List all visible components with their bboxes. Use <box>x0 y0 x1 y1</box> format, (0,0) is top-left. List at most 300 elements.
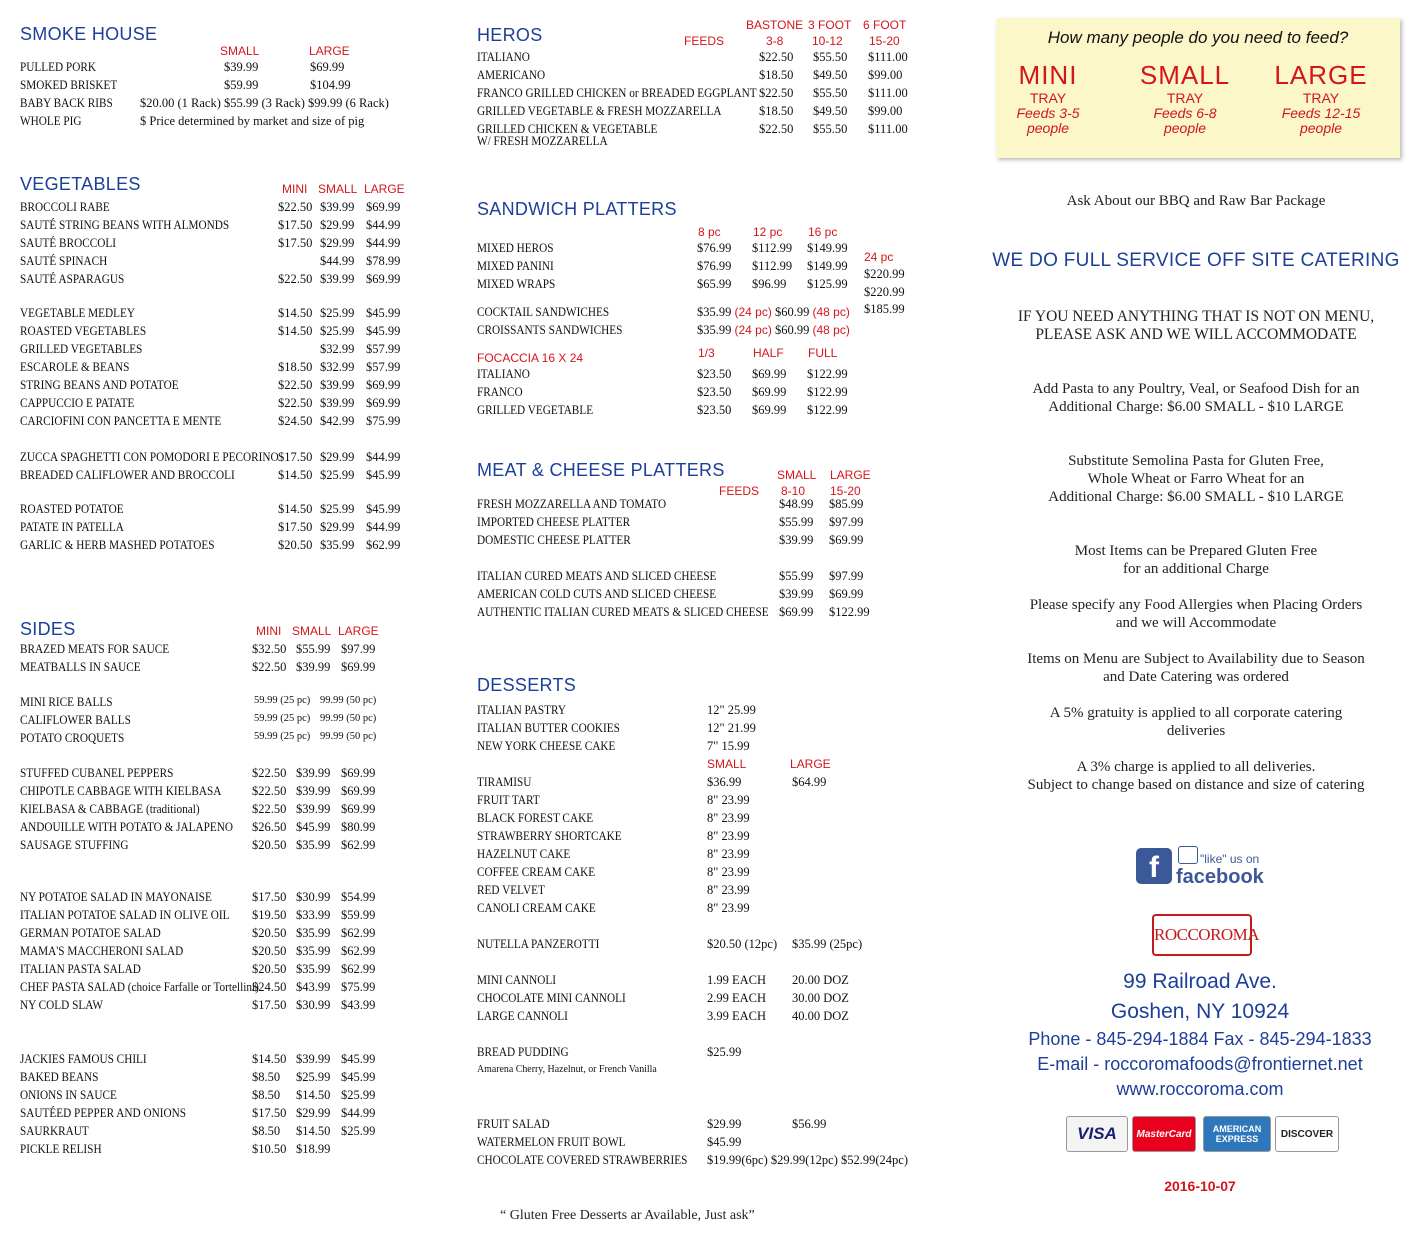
price: $22.50 <box>278 378 313 392</box>
item-name: HAZELNUT CAKE <box>477 847 571 861</box>
menu-item-row <box>20 890 450 908</box>
sandwich-header-8pc: 8 pc <box>698 225 721 239</box>
price: $30.99 <box>296 998 331 1012</box>
menu-item-row <box>20 254 450 272</box>
item-name: ITALIAN BUTTER COOKIES <box>477 721 620 735</box>
price: 3.99 EACH <box>707 1009 767 1023</box>
price: $17.50 <box>278 236 313 250</box>
meat-cheese-header-small: SMALL <box>777 468 817 482</box>
menu-item-row <box>20 695 450 713</box>
item-name: ZUCCA SPAGHETTI CON POMODORI E PECORINO <box>20 450 279 464</box>
price: $23.50 <box>697 403 732 417</box>
price: $69.99 <box>341 784 376 798</box>
menu-item-row <box>477 86 937 104</box>
price: $76.99 <box>697 241 732 255</box>
tray-people: people <box>1026 120 1070 136</box>
price: $18.99 <box>296 1142 331 1156</box>
item-name: ITALIANO <box>477 50 530 64</box>
price: $22.50 <box>759 50 794 64</box>
price: $69.99 <box>366 378 401 392</box>
item-name: WHOLE PIG <box>20 114 82 128</box>
tray-feeds: Feeds 6-8 <box>1153 105 1217 121</box>
menu-item-row <box>20 713 450 731</box>
menu-date: 2016-10-07 <box>1164 1178 1236 1194</box>
facebook-link[interactable]: facebook <box>1176 866 1264 888</box>
note-line: and we will Accommodate <box>1115 615 1277 631</box>
menu-item-row <box>20 1106 450 1124</box>
price: $35.99 <box>697 323 732 337</box>
price: 8" 23.99 <box>707 811 750 825</box>
item-name: BREADED CALIFLOWER AND BROCCOLI <box>20 468 235 482</box>
item-name: GRILLED VEGETABLES <box>20 342 143 356</box>
menu-item-row <box>477 721 937 739</box>
price: $99.00 <box>868 104 903 118</box>
vegetables-header-small: SMALL <box>318 182 358 196</box>
price: 59.99 (25 pc) <box>254 695 311 706</box>
price: $69.99 <box>366 200 401 214</box>
price: $55.99 <box>779 515 814 529</box>
note-line: Additional Charge: $6.00 SMALL - $10 LARGE <box>1048 489 1344 505</box>
price: $69.99 <box>366 272 401 286</box>
website-link[interactable]: www.roccoroma.com <box>1116 1079 1284 1099</box>
meat-cheese-header-large: LARGE <box>830 468 871 482</box>
price: $45.99 <box>296 820 331 834</box>
price: $122.99 <box>807 385 848 399</box>
menu-item-row <box>20 926 450 944</box>
price: $25.99 <box>320 502 355 516</box>
price: $17.50 <box>252 1106 287 1120</box>
price: 99.99 (50 pc) <box>320 695 377 706</box>
price: $14.50 <box>252 1052 287 1066</box>
item-name: STRING BEANS AND POTATOE <box>20 378 179 392</box>
price: $49.50 <box>813 104 848 118</box>
menu-item-row <box>20 838 450 856</box>
desserts-size-header <box>477 757 937 775</box>
price: $18.50 <box>759 104 794 118</box>
price: $57.99 <box>366 360 401 374</box>
price: $20.00 (1 Rack) $55.99 (3 Rack) $99.99 (6 Rack) <box>140 96 389 110</box>
menu-item-row <box>477 1135 937 1153</box>
menu-item-row <box>20 1052 450 1070</box>
tray-small <box>1130 60 1240 136</box>
menu-item-row <box>20 236 450 254</box>
sides-title: SIDES <box>20 619 76 639</box>
heros-header-bastone-feeds: 3-8 <box>766 34 784 48</box>
price: $104.99 <box>310 78 351 92</box>
price: $112.99 <box>752 241 793 255</box>
item-name: FRUIT TART <box>477 793 540 807</box>
price: $76.99 <box>697 259 732 273</box>
logo-text: ROCCOROMA <box>1154 925 1260 944</box>
price: $75.99 <box>366 414 401 428</box>
price: $20.50 <box>252 962 287 976</box>
vegetables-list <box>20 200 450 556</box>
price: $22.50 <box>252 784 287 798</box>
price: $62.99 <box>341 944 376 958</box>
price: $44.99 <box>366 450 401 464</box>
price: $62.99 <box>341 838 376 852</box>
price: $39.99 <box>296 1052 331 1066</box>
sides-header-mini: MINI <box>256 624 282 638</box>
item-name: TIRAMISU <box>477 775 532 789</box>
price: 20.00 DOZ <box>792 973 849 987</box>
item-name: VEGETABLE MEDLEY <box>20 306 136 320</box>
price: $10.50 <box>252 1142 287 1156</box>
price: $69.99 <box>829 533 864 547</box>
menu-item-row <box>477 605 937 623</box>
bbq-note: Ask About our BBQ and Raw Bar Package <box>1066 193 1326 209</box>
price: $44.99 <box>341 1106 376 1120</box>
menu-item-row <box>20 998 450 1016</box>
heros-feeds-label: FEEDS <box>684 34 725 48</box>
item-name: WATERMELON FRUIT BOWL <box>477 1135 626 1149</box>
item-name: ANDOUILLE WITH POTATO & JALAPENO <box>20 820 234 834</box>
item-name: SAUTÉ BROCCOLI <box>20 236 116 250</box>
price: $122.99 <box>807 403 848 417</box>
price: $45.99 <box>707 1135 742 1149</box>
item-name: POTATO CROQUETS <box>20 731 125 745</box>
item-name: AMERICANO <box>477 68 546 82</box>
meat-cheese-header-large-feeds: 15-20 <box>830 484 861 498</box>
price: $35.99 <box>296 962 331 976</box>
menu-item-row <box>20 766 450 784</box>
price: $23.50 <box>697 385 732 399</box>
item-name: CHOCOLATE COVERED STRAWBERRIES <box>477 1153 688 1167</box>
price: 8" 23.99 <box>707 901 750 915</box>
price: $43.99 <box>296 980 331 994</box>
availability-note <box>980 650 1412 686</box>
focaccia-list <box>477 367 937 421</box>
price: $33.99 <box>296 908 331 922</box>
price: $32.99 <box>320 342 355 356</box>
price: 12" 21.99 <box>707 721 756 735</box>
item-name: ITALIANO <box>477 367 530 381</box>
gluten-note <box>980 542 1412 578</box>
price: $24.50 <box>252 980 287 994</box>
menu-item-row <box>477 847 937 865</box>
price: $39.99 <box>320 272 355 286</box>
menu-item-row <box>477 775 937 793</box>
discover-card-icon: DISCOVER <box>1275 1116 1339 1152</box>
menu-item-row <box>20 468 450 486</box>
menu-item-row <box>477 739 937 757</box>
price-24pc: $220.99 <box>864 285 905 299</box>
item-name: SMOKED BRISKET <box>20 78 118 92</box>
price: $112.99 <box>752 259 793 273</box>
menu-item-row <box>20 272 450 290</box>
item-name: DOMESTIC CHEESE PLATTER <box>477 533 631 547</box>
smoke-house-header-small: SMALL <box>220 44 260 58</box>
price: $45.99 <box>341 1070 376 1084</box>
item-name: MEATBALLS IN SAUCE <box>20 660 141 674</box>
price: $55.50 <box>813 122 848 136</box>
item-name: ROASTED VEGETABLES <box>20 324 147 338</box>
price: $55.50 <box>813 50 848 64</box>
amex-card-icon: AMERICAN EXPRESS <box>1203 1116 1271 1152</box>
price: $97.99 <box>829 569 864 583</box>
price: $69.99 <box>310 60 345 74</box>
price: $122.99 <box>807 367 848 381</box>
menu-item-row <box>20 1070 450 1088</box>
menu-item-row <box>20 1142 450 1160</box>
sandwich-header-24pc: 24 pc <box>864 250 894 264</box>
menu-item-row <box>477 50 937 68</box>
menu-item-row <box>477 1117 937 1135</box>
price: $39.99 <box>296 802 331 816</box>
price: $18.50 <box>278 360 313 374</box>
note-line: Substitute Semolina Pasta for Gluten Free, <box>1068 453 1324 469</box>
item-name: GARLIC & HERB MASHED POTATOES <box>20 538 215 552</box>
menu-item-row <box>20 538 450 556</box>
menu-item-row <box>20 520 450 538</box>
item-name: W/ FRESH MOZZARELLA <box>477 134 608 148</box>
menu-item-row <box>477 241 937 259</box>
menu-item-row <box>477 1045 937 1063</box>
menu-item-row <box>20 78 450 96</box>
note-line: for an additional Charge <box>1123 561 1269 577</box>
price: $69.99 <box>752 367 787 381</box>
menu-item-row <box>477 865 937 883</box>
price: $35.99 <box>320 538 355 552</box>
price: 8" 23.99 <box>707 883 750 897</box>
menu-item-row <box>20 660 450 678</box>
price: $45.99 <box>366 324 401 338</box>
price: $111.00 <box>868 86 908 100</box>
focaccia-header-half: HALF <box>753 346 784 360</box>
price: $22.50 <box>759 122 794 136</box>
meat-cheese-title: MEAT & CHEESE PLATTERS <box>477 460 725 480</box>
item-name: SAUTÉ SPINACH <box>20 254 108 268</box>
menu-item-row <box>20 944 450 962</box>
price: $22.50 <box>759 86 794 100</box>
menu-item-row-continued <box>477 134 937 148</box>
price: $35.99 <box>697 305 732 319</box>
address-line-2: Goshen, NY 10924 <box>1110 1000 1290 1023</box>
price: $69.99 <box>752 385 787 399</box>
heros-header-3foot-feeds: 10-12 <box>812 34 843 48</box>
item-name: SAUTÉED PEPPER AND ONIONS <box>20 1106 186 1120</box>
price: $39.99 <box>296 766 331 780</box>
price: $23.50 <box>697 367 732 381</box>
price: $25.99 <box>341 1088 376 1102</box>
price: $29.99 <box>320 520 355 534</box>
menu-item-row <box>477 587 937 605</box>
price: $69.99 <box>341 802 376 816</box>
menu-item-row <box>20 784 450 802</box>
item-name: BROCCOLI RABE <box>20 200 110 214</box>
price: 99.99 (50 pc) <box>320 731 377 742</box>
price: $39.99 <box>296 784 331 798</box>
item-name: PULLED PORK <box>20 60 96 74</box>
price: $32.99 <box>320 360 355 374</box>
item-name: CHIPOTLE CABBAGE WITH KIELBASA <box>20 784 222 798</box>
item-name: CHOCOLATE MINI CANNOLI <box>477 991 626 1005</box>
menu-item-row <box>20 378 450 396</box>
piece-count: (24 pc) <box>734 305 772 319</box>
facebook-icon[interactable]: f <box>1136 848 1172 884</box>
piece-count: (24 pc) <box>734 323 772 337</box>
item-name: SAUSAGE STUFFING <box>20 838 129 852</box>
price: $55.99 <box>779 569 814 583</box>
tray-people: people <box>1163 120 1207 136</box>
piece-count: (48 pc) <box>812 305 850 319</box>
note-line: A 3% charge is applied to all deliveries. <box>1076 759 1316 775</box>
price: $149.99 <box>807 241 848 255</box>
mastercard-icon: MasterCard <box>1132 1116 1196 1152</box>
heros-header-6foot: 6 FOOT <box>863 18 907 32</box>
item-name: MINI CANNOLI <box>477 973 557 987</box>
note-line: Whole Wheat or Farro Wheat for an <box>1087 471 1305 487</box>
item-name: GRILLED VEGETABLE <box>477 403 594 417</box>
price: $111.00 <box>868 122 908 136</box>
price: $39.99 <box>779 533 814 547</box>
price: $55.99 <box>296 642 331 656</box>
menu-item-row <box>20 642 450 660</box>
focaccia-title: FOCACCIA 16 X 24 <box>477 351 584 365</box>
price: $44.99 <box>366 520 401 534</box>
menu-item-row <box>20 962 450 980</box>
price: 7" 15.99 <box>707 739 750 753</box>
item-name: ONIONS IN SAUCE <box>20 1088 117 1102</box>
note-line: Subject to change based on distance and size of catering <box>1027 777 1365 793</box>
item-name: STUFFED CUBANEL PEPPERS <box>20 766 174 780</box>
menu-item-row <box>477 497 937 515</box>
price: $19.99(6pc) $29.99(12pc) $52.99(24pc) <box>707 1153 908 1167</box>
menu-item-row <box>477 104 937 122</box>
flavor-list: Amarena Cherry, Hazelnut, or French Vanilla <box>477 1063 657 1075</box>
sandwich-header-12pc: 12 pc <box>753 225 783 239</box>
price: $20.50 <box>278 538 313 552</box>
item-name: PICKLE RELISH <box>20 1142 102 1156</box>
price: $62.99 <box>366 538 401 552</box>
menu-item-row <box>477 1153 937 1171</box>
price: $29.99 <box>320 218 355 232</box>
menu-item-row <box>20 1124 450 1142</box>
menu-item-row <box>477 793 937 811</box>
price: $62.99 <box>341 962 376 976</box>
facebook-like-text: "like" us on <box>1200 852 1260 866</box>
item-name: RED VELVET <box>477 883 545 897</box>
price: $60.99 <box>774 305 810 319</box>
price: 1.99 EACH <box>707 973 767 987</box>
item-name: CARCIOFINI CON PANCETTA E MENTE <box>20 414 222 428</box>
price: $59.99 <box>341 908 376 922</box>
price: $44.99 <box>320 254 355 268</box>
item-name: IMPORTED CHEESE PLATTER <box>477 515 631 529</box>
visa-card-icon: VISA <box>1066 1116 1128 1152</box>
item-name: CAPPUCCIO E PATATE <box>20 396 135 410</box>
item-name: CANOLI CREAM CAKE <box>477 901 596 915</box>
tray-size-panel <box>996 18 1400 158</box>
menu-item-row <box>20 96 450 114</box>
price: 8" 23.99 <box>707 829 750 843</box>
item-name: ESCAROLE & BEANS <box>20 360 130 374</box>
phone-fax: Phone - 845-294-1884 Fax - 845-294-1833 <box>1028 1029 1372 1049</box>
item-name: ITALIAN PASTRY <box>477 703 567 717</box>
item-name: GRILLED VEGETABLE & FRESH MOZZARELLA <box>477 104 722 118</box>
price: $35.99 <box>296 944 331 958</box>
menu-item-row <box>477 973 937 991</box>
price: $44.99 <box>366 218 401 232</box>
menu-item-row <box>477 385 937 403</box>
menu-item-row <box>20 324 450 342</box>
price: $69.99 <box>341 766 376 780</box>
price: $25.99 <box>707 1045 742 1059</box>
menu-item-row <box>20 820 450 838</box>
item-name: MIXED HEROS <box>477 241 554 255</box>
price: $60.99 <box>774 323 810 337</box>
meat-cheese-list <box>477 497 937 623</box>
price: $44.99 <box>366 236 401 250</box>
menu-item-row <box>20 114 450 132</box>
price: $22.50 <box>278 396 313 410</box>
price: $39.99 <box>320 200 355 214</box>
price: $39.99 <box>320 396 355 410</box>
note-line: and Date Catering was ordered <box>1103 669 1289 685</box>
pasta-note <box>980 380 1412 416</box>
meat-cheese-header-small-feeds: 8-10 <box>781 484 806 498</box>
desserts-footnote: “ Gluten Free Desserts ar Available, Just ask” <box>500 1208 755 1223</box>
vegetables-header-mini: MINI <box>282 182 308 196</box>
item-name: CHEF PASTA SALAD (choice Farfalle or Tortellini) <box>20 980 259 994</box>
price: $39.99 <box>320 378 355 392</box>
roccoroma-logo <box>1152 914 1260 956</box>
item-name: JACKIES FAMOUS CHILI <box>20 1052 147 1066</box>
item-name: SAUTÉ STRING BEANS WITH ALMONDS <box>20 218 230 232</box>
menu-item-row <box>20 802 450 820</box>
vegetables-header-large: LARGE <box>364 182 405 196</box>
price: $78.99 <box>366 254 401 268</box>
address-line-1: 99 Railroad Ave. <box>1123 970 1277 993</box>
price: $96.99 <box>752 277 787 291</box>
sides-header-large: LARGE <box>338 624 379 638</box>
tray-size: LARGE <box>1274 60 1368 90</box>
item-name: AMERICAN COLD CUTS AND SLICED CHEESE <box>477 587 717 601</box>
menu-item-row <box>20 306 450 324</box>
price: $14.50 <box>278 306 313 320</box>
price: 30.00 DOZ <box>792 991 849 1005</box>
price: $42.99 <box>320 414 355 428</box>
price: $17.50 <box>252 890 287 904</box>
price: $97.99 <box>341 642 376 656</box>
heros-list <box>477 50 937 148</box>
price: $99.00 <box>868 68 903 82</box>
menu-item-row <box>20 980 450 998</box>
price: 59.99 (25 pc) <box>254 731 311 742</box>
tray-size: MINI <box>1018 60 1078 90</box>
item-name: ROASTED POTATOE <box>20 502 124 516</box>
price: $39.99 <box>779 587 814 601</box>
price: $125.99 <box>807 277 848 291</box>
menu-item-row <box>20 502 450 520</box>
tray-mini <box>996 60 1100 136</box>
tray-label: TRAY <box>1166 90 1204 106</box>
menu-note <box>980 308 1412 344</box>
price: $18.50 <box>759 68 794 82</box>
price: $20.50 <box>252 944 287 958</box>
note-line: IF YOU NEED ANYTHING THAT IS NOT ON MENU, <box>1017 308 1375 325</box>
price: $80.99 <box>341 820 376 834</box>
price: $20.50 <box>252 838 287 852</box>
note-line: PLEASE ASK AND WE WILL ACCOMMODATE <box>1035 326 1357 343</box>
menu-item-row <box>477 901 937 919</box>
price: $64.99 <box>792 775 827 789</box>
item-name: CROISSANTS SANDWICHES <box>477 323 623 337</box>
email-link[interactable]: E-mail - roccoromafoods@frontiernet.net <box>1037 1054 1363 1074</box>
price: $45.99 <box>366 468 401 482</box>
price: $69.99 <box>341 660 376 674</box>
item-name: GERMAN POTATOE SALAD <box>20 926 161 940</box>
